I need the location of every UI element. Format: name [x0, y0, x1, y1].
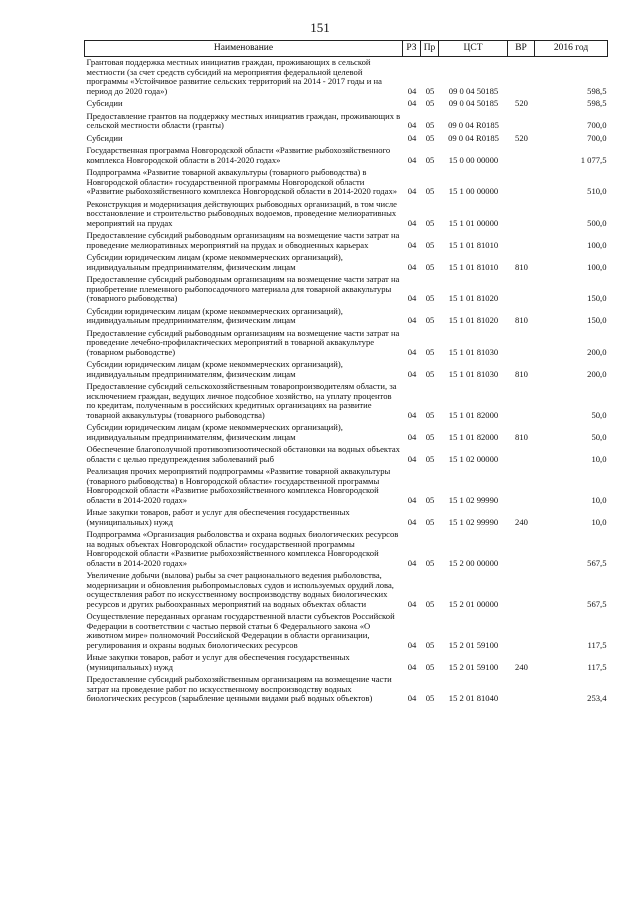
- row-amount: 50,0: [591, 431, 607, 442]
- row-name: Осуществление переданных органам государственной власти субъектов Российской Федерации в соответствии с частью первой статьи 6 Федерального закона «О животном мире» полномочий Российской Федерации в области организации, регулирования и охраны водных биологических ресурсов: [86, 611, 395, 650]
- row-cst: 15 2 01 81040: [448, 693, 499, 703]
- row-pr: 05: [425, 494, 435, 505]
- table-row: [85, 328, 608, 360]
- row-rz: 04: [407, 85, 417, 96]
- row-vr: [508, 199, 535, 231]
- row-amount: 117,5: [587, 661, 607, 672]
- row-rz: 04: [407, 431, 417, 442]
- row-rz: 04: [407, 453, 417, 464]
- row-rz: 04: [407, 346, 417, 357]
- row-vr: [508, 381, 535, 422]
- row-vr: [508, 111, 535, 133]
- row-name: Предоставление субсидий рыбоводным организациям на возмещение части затрат на проведение лечебно-профилактических мероприятий в товарной аквакультуре (товарном рыбоводстве): [86, 327, 400, 357]
- table-row: [85, 199, 608, 231]
- row-name: Реконструкция и модернизация действующих рыбоводных организаций, в том числе восстановление и строительство рыбоводных водоемов, проведение мелиоративных мероприятий на прудах: [86, 198, 397, 228]
- row-rz: 04: [407, 261, 417, 272]
- row-pr: 05: [425, 598, 435, 609]
- table-row: [85, 444, 608, 466]
- row-pr: 05: [425, 261, 435, 272]
- row-vr: 810: [515, 368, 528, 379]
- table-row: [85, 133, 608, 146]
- row-name: Субсидии юридическим лицам (кроме некоммерческих организаций), индивидуальным предпринимателям, физическим лицам: [86, 252, 343, 272]
- row-name: Субсидии юридическим лицам (кроме некоммерческих организаций), индивидуальным предпринимателям, физическим лицам: [86, 359, 343, 379]
- row-cst: 15 1 01 82000: [448, 409, 499, 420]
- table-row: [85, 57, 608, 99]
- row-rz: 04: [407, 693, 417, 703]
- row-cst: 15 1 02 99990: [448, 494, 499, 505]
- row-amount: 500,0: [587, 217, 607, 228]
- row-vr: 520: [515, 98, 528, 108]
- row-rz: 04: [407, 639, 417, 650]
- table-row: [85, 359, 608, 381]
- row-pr: 05: [425, 120, 435, 130]
- row-rz: 04: [407, 661, 417, 672]
- row-name: Увеличение добычи (вылова) рыбы за счет рационального ведения рыболовства, модернизации и обновления рыбопромысловых судов и используемых орудий лова, осуществления работ по искусственному воспроизводству водных биологических ресурсов и других рыбоохранных мероприятий на водных объектах области: [86, 570, 394, 609]
- row-rz: 04: [407, 368, 417, 379]
- table-row: [85, 466, 608, 507]
- table-row: [85, 274, 608, 306]
- row-rz: 04: [407, 409, 417, 420]
- page-number: 151: [310, 20, 330, 35]
- row-name: Обеспечение благополучной противоэпизоотической обстановки на водных объектах области с целью предупреждения заболеваний рыб: [86, 444, 400, 464]
- row-cst: 09 0 04 50185: [448, 85, 499, 96]
- row-amount: 567,5: [587, 557, 607, 568]
- table-row: [85, 306, 608, 328]
- row-vr: [508, 274, 535, 306]
- row-amount: 598,5: [587, 98, 607, 108]
- row-amount: 510,0: [587, 186, 607, 196]
- row-pr: 05: [425, 186, 435, 196]
- table-row: [85, 529, 608, 570]
- row-rz: 04: [407, 132, 417, 143]
- row-pr: 05: [425, 346, 435, 357]
- header-rz: РЗ: [403, 41, 421, 57]
- row-vr: [508, 570, 535, 611]
- row-vr: [508, 529, 535, 570]
- row-vr: 240: [515, 516, 528, 527]
- row-name: Субсидии юридическим лицам (кроме некоммерческих организаций), индивидуальным предпринимателям, физическим лицам: [86, 422, 343, 442]
- row-vr: [508, 145, 535, 167]
- table-row: [85, 98, 608, 111]
- row-vr: [508, 444, 535, 466]
- row-amount: 100,0: [587, 261, 607, 272]
- table-row: [85, 252, 608, 274]
- row-name: Субсидии юридическим лицам (кроме некоммерческих организаций), индивидуальным предпринимателям, физическим лицам: [86, 305, 343, 325]
- row-name: Субсидии: [86, 132, 123, 143]
- row-name: Предоставление субсидий сельскохозяйственным товаропроизводителям области, за исключением граждан, ведущих личное подсобное хозяйство, на уплату процентов по кредитам, полученным в российских кредитных организациях на развитие товарной аквакультуры (товарного рыбоводства): [86, 381, 397, 420]
- row-pr: 05: [425, 639, 435, 650]
- row-rz: 04: [407, 557, 417, 568]
- row-rz: 04: [407, 494, 417, 505]
- row-name: Субсидии: [86, 98, 123, 108]
- row-amount: 10,0: [591, 516, 607, 527]
- table-row: [85, 167, 608, 199]
- row-amount: 10,0: [591, 453, 607, 464]
- row-cst: 09 0 04 R0185: [448, 120, 499, 130]
- row-name: Иные закупки товаров, работ и услуг для обеспечения государственных (муниципальных) нужд: [86, 652, 350, 672]
- row-rz: 04: [407, 186, 417, 196]
- row-name: Грантовая поддержка местных инициатив граждан, проживающих в сельской местности (за счет средств субсидий на мероприятия федеральной целевой программы «Устойчивое развитие сельских территорий на 2014 - 2017 годы и на период до 2020 года»): [86, 57, 382, 96]
- row-vr: [508, 167, 535, 199]
- row-name: Предоставление субсидий рыбоводным организациям на возмещение части затрат на проведение мелиоративных мероприятий на прудах и обводненных карьерах: [86, 230, 400, 250]
- row-vr: [508, 611, 535, 652]
- row-cst: 15 1 01 81010: [448, 261, 499, 272]
- row-name: Подпрограмма «Организация рыболовства и охрана водных биологических ресурсов на водных объектах Новгородской области» государственной программы Новгородской области «Развитие рыбохозяйственного комплекса Новгородской области в 2014-2020 годах»: [86, 529, 399, 568]
- row-pr: 05: [425, 368, 435, 379]
- table-row: [85, 230, 608, 252]
- row-amount: 598,5: [587, 85, 607, 96]
- table-row: [85, 652, 608, 674]
- row-vr: [508, 466, 535, 507]
- row-vr: 810: [515, 431, 528, 442]
- table-body: [85, 57, 608, 706]
- row-cst: 09 0 04 R0185: [448, 132, 499, 143]
- table-row: [85, 422, 608, 444]
- row-name: Предоставление субсидий рыбохозяйственным организациям на возмещение части затрат на проведение работ по искусственному воспроизводству водных биологических ресурсов (зарыбление ценными видами рыб водных объектов): [86, 674, 392, 703]
- row-rz: 04: [407, 120, 417, 130]
- row-cst: 15 2 01 59100: [448, 661, 499, 672]
- row-name: Предоставление субсидий рыбоводным организациям на возмещение части затрат на приобретение племенного рыбопосадочного материала для товарной аквакультуры (товарного рыбоводства): [86, 274, 400, 303]
- row-amount: 567,5: [587, 598, 607, 609]
- row-pr: 05: [425, 409, 435, 420]
- row-rz: 04: [407, 315, 417, 325]
- row-cst: 15 2 01 00000: [448, 598, 499, 609]
- row-amount: 200,0: [587, 368, 607, 379]
- table-row: [85, 570, 608, 611]
- row-amount: 200,0: [587, 346, 607, 357]
- row-pr: 05: [425, 516, 435, 527]
- row-vr: 240: [515, 661, 528, 672]
- row-amount: 700,0: [587, 120, 607, 130]
- row-rz: 04: [407, 154, 417, 165]
- row-cst: 15 1 01 81020: [448, 315, 499, 325]
- row-amount: 50,0: [591, 409, 607, 420]
- row-pr: 05: [425, 693, 435, 703]
- row-amount: 150,0: [587, 315, 607, 325]
- row-rz: 04: [407, 217, 417, 228]
- row-rz: 04: [407, 598, 417, 609]
- row-rz: 04: [407, 98, 417, 108]
- row-name: Подпрограмма «Развитие товарной аквакультуры (товарного рыбоводства) в Новгородской области» государственной программы Новгородской области «Развитие рыбохозяйственного комплекса Новгородской области в 2014-2020 годах»: [86, 167, 398, 196]
- row-vr: 810: [515, 315, 528, 325]
- row-pr: 05: [425, 293, 435, 303]
- budget-table: [84, 40, 608, 706]
- row-cst: 15 1 02 99990: [448, 516, 499, 527]
- row-amount: 700,0: [587, 132, 607, 143]
- header-cst: ЦСТ: [439, 41, 508, 57]
- table-row: [85, 611, 608, 652]
- row-rz: 04: [407, 516, 417, 527]
- row-rz: 04: [407, 293, 417, 303]
- row-cst: 09 0 04 50185: [448, 98, 499, 108]
- row-name: Реализация прочих мероприятий подпрограммы «Развитие товарной аквакультуры (товарного рыбоводства) в Новгородской области» государственной программы Новгородской области «Развитие рыбохозяйственного комплекса Новгородской области в 2014-2020 годах»: [86, 466, 391, 505]
- row-cst: 15 1 01 81030: [448, 346, 499, 357]
- table-row: [85, 111, 608, 133]
- row-cst: 15 2 00 00000: [448, 557, 499, 568]
- row-amount: 253,4: [587, 693, 607, 703]
- row-pr: 05: [425, 431, 435, 442]
- row-cst: 15 1 01 82000: [448, 431, 499, 442]
- row-pr: 05: [425, 661, 435, 672]
- row-pr: 05: [425, 85, 435, 96]
- row-amount: 117,5: [587, 639, 607, 650]
- row-vr: [508, 230, 535, 252]
- header-year: 2016 год: [535, 41, 608, 57]
- header-vr: ВР: [508, 41, 535, 57]
- row-pr: 05: [425, 154, 435, 165]
- row-cst: 15 1 01 81010: [448, 239, 499, 250]
- header-pr: Пр: [421, 41, 439, 57]
- row-cst: 15 0 00 00000: [448, 154, 499, 165]
- table-header-row: [85, 41, 608, 57]
- row-cst: 15 1 02 00000: [448, 453, 499, 464]
- row-amount: 150,0: [587, 293, 607, 303]
- row-cst: 15 1 01 81030: [448, 368, 499, 379]
- table-row: [85, 674, 608, 706]
- row-vr: 810: [515, 261, 528, 272]
- row-pr: 05: [425, 98, 435, 108]
- row-pr: 05: [425, 315, 435, 325]
- table-row: [85, 381, 608, 422]
- row-amount: 10,0: [591, 494, 607, 505]
- row-pr: 05: [425, 132, 435, 143]
- row-vr: [508, 57, 535, 99]
- row-cst: 15 1 01 00000: [448, 217, 499, 228]
- row-name: Предоставление грантов на поддержку местных инициатив граждан, проживающих в сельской местности области (гранты): [86, 110, 401, 130]
- row-name: Иные закупки товаров, работ и услуг для обеспечения государственных (муниципальных) нужд: [86, 507, 350, 527]
- row-name: Государственная программа Новгородской области «Развитие рыбохозяйственного комплекса Новгородской области в 2014-2020 годах»: [86, 145, 391, 165]
- row-vr: [508, 328, 535, 360]
- row-pr: 05: [425, 453, 435, 464]
- row-vr: [508, 674, 535, 706]
- row-cst: 15 2 01 59100: [448, 639, 499, 650]
- row-amount: 100,0: [587, 239, 607, 250]
- table-row: [85, 145, 608, 167]
- row-cst: 15 1 01 81020: [448, 293, 499, 303]
- row-pr: 05: [425, 557, 435, 568]
- row-cst: 15 1 00 00000: [448, 186, 499, 196]
- row-pr: 05: [425, 239, 435, 250]
- row-pr: 05: [425, 217, 435, 228]
- row-rz: 04: [407, 239, 417, 250]
- table-row: [85, 507, 608, 529]
- row-amount: 1 077,5: [580, 154, 607, 165]
- header-name: Наименование: [85, 41, 403, 57]
- row-vr: 520: [515, 132, 528, 143]
